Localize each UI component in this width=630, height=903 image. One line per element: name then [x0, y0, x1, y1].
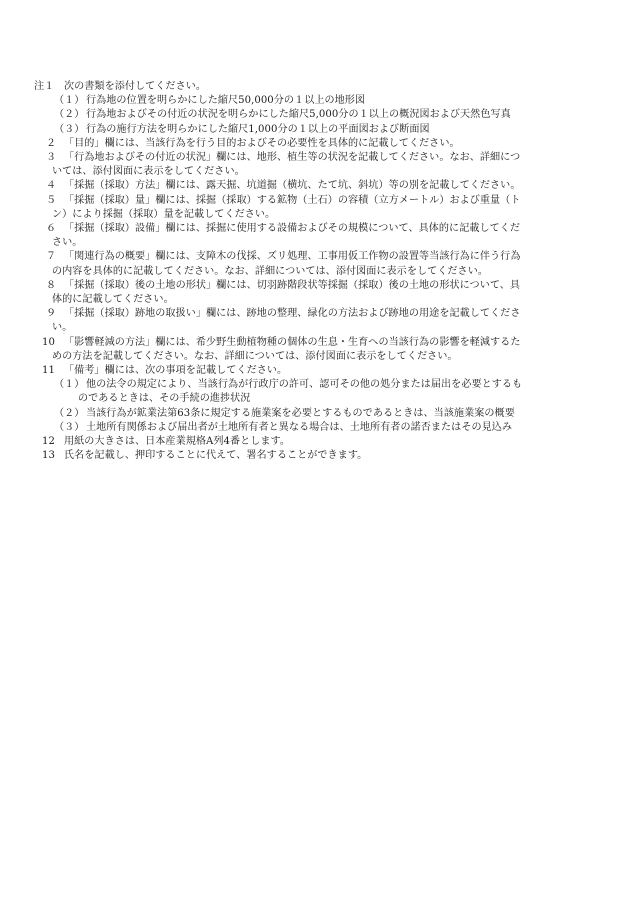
note-13 — [34, 449, 600, 463]
note-text-continued: 体的に記載してください。 — [52, 294, 174, 306]
sub-text: 当該行為が鉱業法第63条に規定する施業案を必要とするものであるときは、当該施業案の概要 — [86, 407, 515, 419]
note-text-continued: ン）により採掘（採取）量を記載してください。 — [52, 208, 276, 220]
note-4 — [34, 179, 600, 193]
sub-number: （２） — [54, 407, 85, 419]
note-11 — [34, 364, 600, 378]
note-number: ９ — [46, 308, 57, 320]
note-7-cont — [34, 265, 600, 279]
note-1-sub-3 — [34, 123, 600, 137]
note-11-sub-3 — [34, 421, 600, 435]
note-number: ５ — [46, 194, 57, 206]
note-1 — [34, 80, 600, 94]
note-9-cont — [34, 321, 600, 335]
note-1-sub-1 — [34, 94, 600, 108]
note-5 — [34, 194, 600, 208]
note-text: 氏名を記載し、押印することに代えて、署名することができます。 — [64, 450, 368, 462]
note-number: ４ — [46, 180, 57, 192]
note-8 — [34, 279, 600, 293]
note-number: 10 — [42, 336, 55, 348]
note-number: 12 — [42, 436, 55, 448]
note-text: 次の書類を添付してください。 — [64, 81, 207, 92]
sub-number: （１） — [54, 95, 85, 107]
note-12 — [34, 435, 600, 449]
note-number: ８ — [46, 279, 57, 291]
note-5-cont — [34, 208, 600, 222]
note-3-cont — [34, 165, 600, 179]
note-text: 「採掘（採取）跡地の取扱い」欄には、跡地の整理、緑化の方法および跡地の用途を記載してくださ — [64, 308, 521, 320]
note-text-continued: いては、添付図面に表示をしてください。 — [52, 166, 245, 178]
sub-text-continued: のであるときは、その手続の進捗状況 — [78, 393, 251, 405]
sub-number: （３） — [54, 421, 85, 433]
note-text: 「採掘（採取）設備」欄には、採掘に使用する設備およびその規模について、具体的に記載してくだ — [64, 223, 521, 235]
note-number: 13 — [42, 450, 55, 462]
note-text: 「採掘（採取）方法」欄には、露天掘、坑道掘（横坑、たて坑、斜坑）等の別を記載してください。 — [64, 180, 521, 192]
sub-text: 土地所有関係および届出者が土地所有者と異なる場合は、土地所有者の諾否またはその見込み — [86, 421, 513, 433]
note-number: ２ — [46, 137, 57, 149]
note-text: 「行為地およびその付近の状況」欄には、地形、植生等の状況を記載してください。なお、詳細につ — [64, 152, 521, 164]
note-6-cont — [34, 236, 600, 250]
note-text: 「影響軽減の方法」欄には、希少野生動植物種の個体の生息・生育への当該行為の影響を軽減するた — [64, 336, 521, 348]
note-9 — [34, 307, 600, 321]
note-7 — [34, 250, 600, 264]
note-text: 用紙の大きさは、日本産業規格A列4番とします。 — [64, 436, 291, 448]
sub-text: 行為地の位置を明らかにした縮尺50,000分の１以上の地形図 — [86, 95, 366, 107]
note-text: 「採掘（採取）後の土地の形状」欄には、切羽跡階段状等採掘（採取）後の土地の形状について、具 — [64, 279, 521, 291]
note-number: ７ — [46, 251, 57, 263]
note-text-continued: さい。 — [52, 237, 83, 249]
note-text: 「目的」欄には、当該行為を行う目的およびその必要性を具体的に記載してください。 — [64, 137, 460, 149]
note-11-sub-2 — [34, 407, 600, 421]
note-1-sub-2 — [34, 108, 600, 122]
note-text: 「関連行為の概要」欄には、支障木の伐採、ズリ処理、工事用仮工作物の設置等当該行為に伴う行為 — [64, 251, 521, 263]
notes-section — [34, 80, 600, 463]
note-10 — [34, 336, 600, 350]
note-number: 注１ — [34, 81, 55, 92]
sub-text: 行為の施行方法を明らかにした縮尺1,000分の１以上の平面図および断面図 — [86, 123, 430, 135]
note-text: 「採掘（採取）量」欄には、採掘（採取）する鉱物（土石）の容積（立方メートル）および重量（ト — [64, 194, 521, 206]
note-2 — [34, 137, 600, 151]
note-8-cont — [34, 293, 600, 307]
note-number: 11 — [42, 365, 55, 377]
note-text-continued: い。 — [52, 322, 73, 334]
sub-number: （１） — [54, 379, 85, 391]
sub-text: 行為地およびその付近の状況を明らかにした縮尺5,000分の１以上の概況図および天然色写真 — [86, 109, 511, 121]
note-6 — [34, 222, 600, 236]
note-number: ６ — [46, 223, 57, 235]
note-11-sub-1-cont — [34, 392, 600, 406]
note-text-continued: の内容を具体的に記載してください。なお、詳細については、添付図面に表示をしてください。 — [52, 265, 488, 277]
note-10-cont — [34, 350, 600, 364]
note-text: 「備考」欄には、次の事項を記載してください。 — [64, 365, 288, 377]
sub-number: （２） — [54, 109, 85, 121]
sub-text: 他の法令の規定により、当該行為が行政庁の許可、認可その他の処分または届出を必要とするも — [86, 379, 523, 391]
note-number: ３ — [46, 152, 57, 164]
note-text-continued: めの方法を記載してください。なお、詳細については、添付図面に表示をしてください。 — [52, 350, 458, 362]
note-11-sub-1 — [34, 378, 600, 392]
sub-number: （３） — [54, 123, 85, 135]
note-3 — [34, 151, 600, 165]
